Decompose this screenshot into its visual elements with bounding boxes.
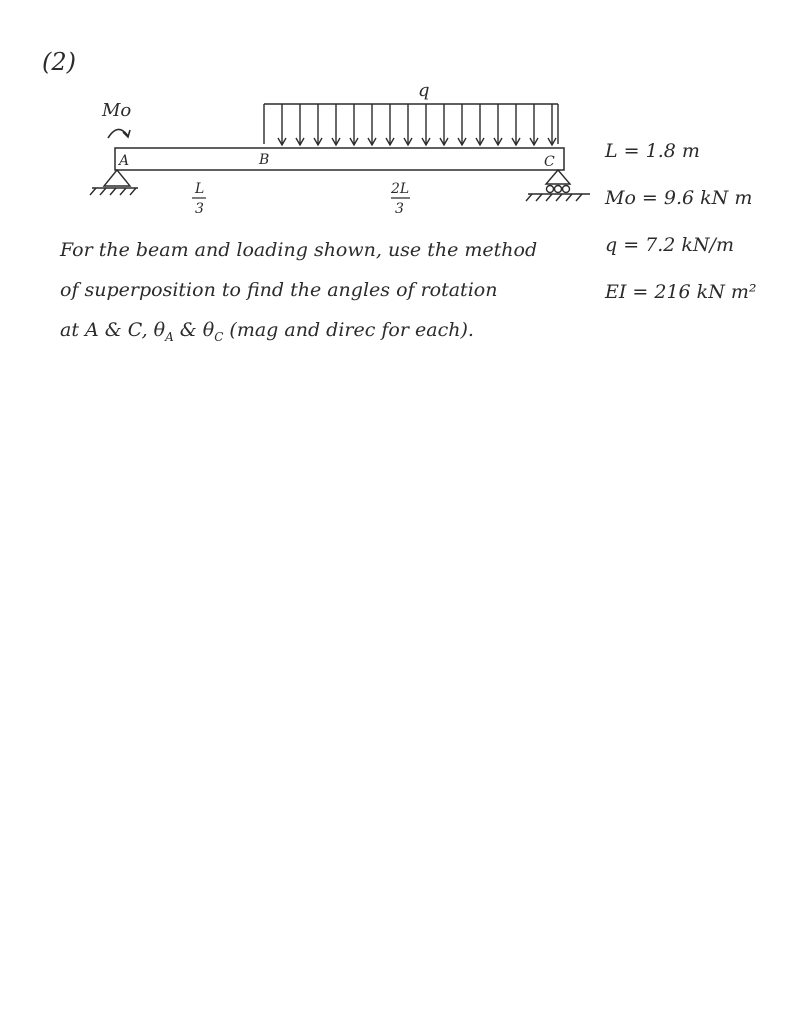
span-bc-numerator: 2L	[391, 181, 410, 197]
point-a-label: A	[119, 153, 130, 169]
statement-line-1: For the beam and loading shown, use the method	[60, 239, 538, 261]
given-length: L = 1.8 m	[605, 140, 700, 162]
roller-support-c	[526, 170, 590, 201]
given-values	[605, 140, 780, 328]
point-c-label: C	[544, 154, 555, 170]
span-ab-denominator: 3	[195, 201, 204, 217]
given-moment: Mo = 9.6 kN m	[605, 187, 753, 209]
span-bc-denominator: 3	[395, 201, 404, 217]
statement-line-3-prefix: at A & C, θ	[60, 319, 166, 341]
distributed-load	[264, 104, 558, 145]
beam	[115, 148, 564, 170]
statement-line-2: of superposition to find the angles of rotation	[60, 279, 498, 301]
given-load: q = 7.2 kN/m	[605, 234, 734, 256]
load-label: q	[418, 80, 430, 101]
statement-line-3-mid: & θ	[173, 319, 215, 341]
theta-c-subscript: C	[214, 329, 224, 344]
pin-support-a	[90, 170, 138, 195]
theta-a-subscript: A	[165, 329, 174, 344]
problem-number: (2)	[42, 48, 76, 76]
span-ab-numerator: L	[195, 181, 205, 197]
moment-label: Mo	[102, 100, 132, 121]
statement-line-3	[60, 310, 580, 357]
point-b-label: B	[259, 152, 270, 168]
problem-statement	[60, 230, 580, 357]
given-flexural-rigidity: EI = 216 kN m²	[605, 281, 757, 303]
statement-line-3-suffix: (mag and direc for each).	[223, 319, 474, 341]
